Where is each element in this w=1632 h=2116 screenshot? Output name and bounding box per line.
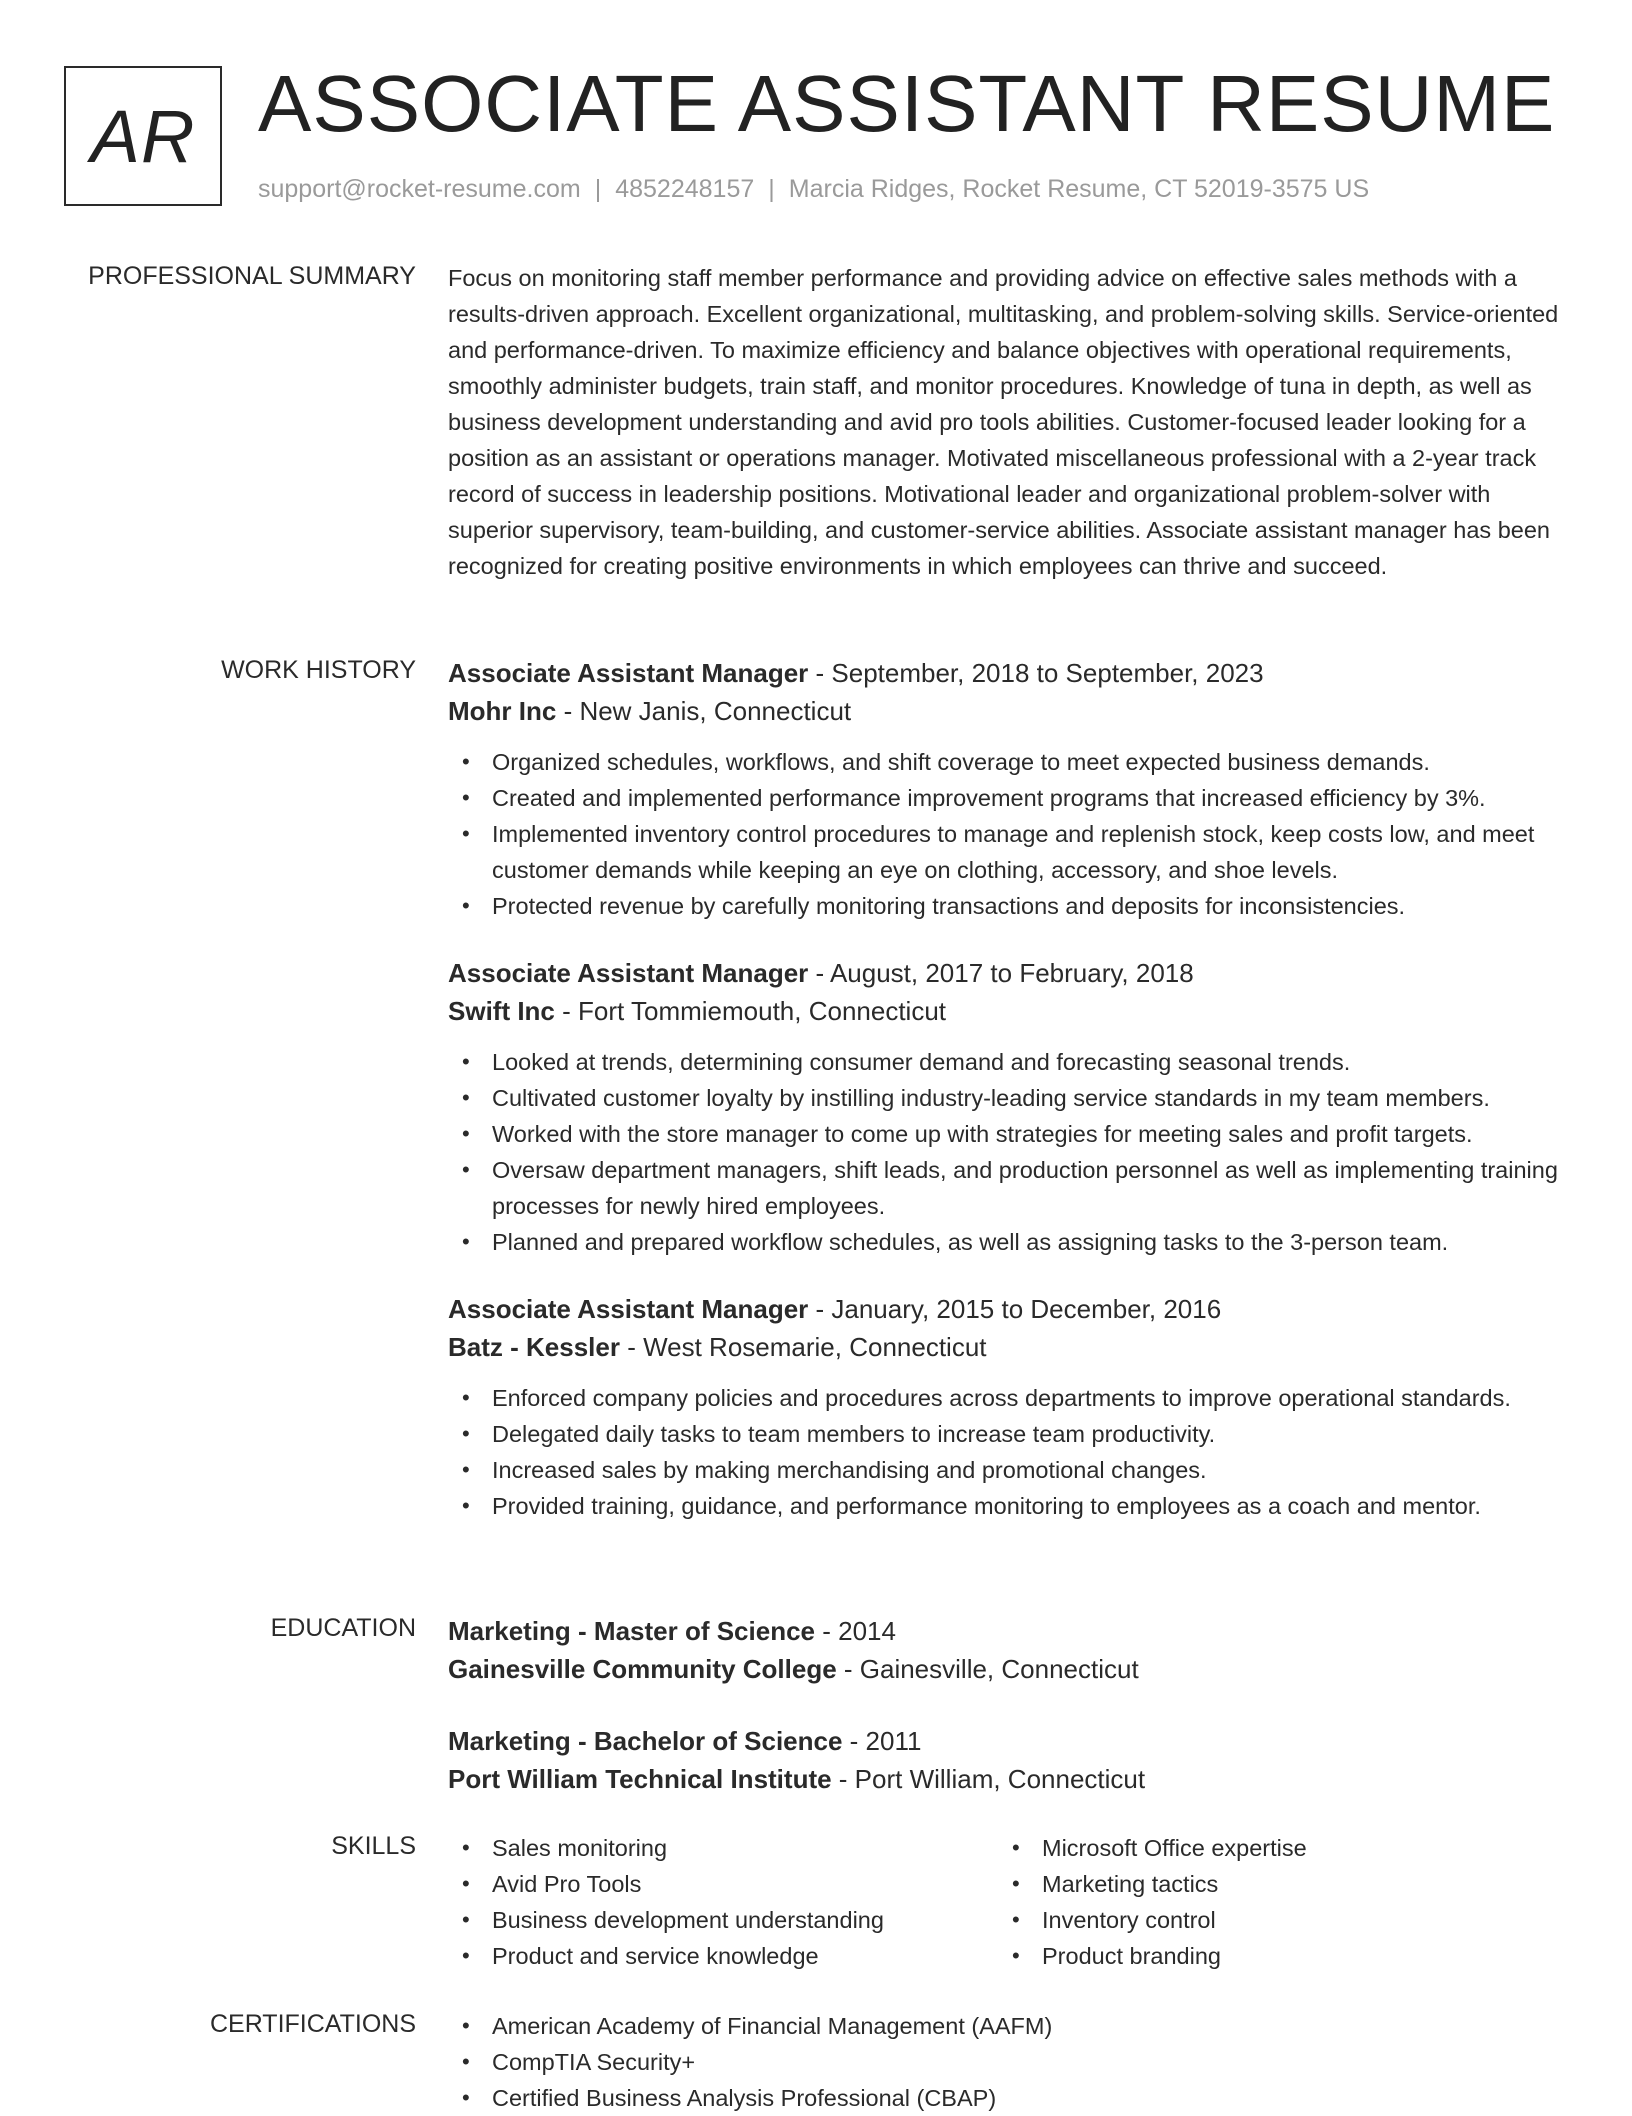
resume-title: ASSOCIATE ASSISTANT RESUME [258, 59, 1556, 148]
contact-address: Marcia Ridges, Rocket Resume, CT 52019-3575 US [788, 175, 1370, 203]
list-item: • CompTIA Security+ [448, 2044, 1568, 2080]
job-title: Associate Assistant Manager [448, 658, 809, 688]
summary-text: Focus on monitoring staff member performance and providing advice on effective sales methods with a results-driven approach. Excellent organizational, multitasking, and problem-solving skills. Service-oriented and performance-driven. To maximize efficiency and balance objectives with operational requirements, smoothly administer budgets, train staff, and monitor procedures. Knowledge of tuna in depth, as well as business development understanding and avid pro tools abilities. Customer-focused leader looking for a position as an assistant or operations manager. Motivated miscellaneous professional with a 2-year track record of success in leadership positions. Motivational leader and organizational problem-solver with superior supervisory, team-building, and customer-service abilities. Associate assistant manager has been recognized for creating positive environments in which employees can thrive and succeed. [448, 265, 1559, 579]
contact-line [258, 175, 1369, 204]
degree: Marketing - Bachelor of Science [448, 1726, 843, 1756]
list-item: • Product branding [998, 1938, 1548, 1974]
degree: Marketing - Master of Science [448, 1616, 815, 1646]
list-item: • Oversaw department managers, shift leads, and production personnel as well as implementing training processes for newly hired employees. [448, 1152, 1568, 1224]
list-item: • Avid Pro Tools [448, 1866, 998, 1902]
list-item: • Delegated daily tasks to team members to increase team productivity. [448, 1416, 1568, 1452]
job-entry [448, 1290, 1568, 1524]
skills-content [448, 1830, 1568, 1974]
school-location: - Gainesville, Connecticut [836, 1654, 1139, 1684]
summary-content [448, 260, 1568, 584]
job-company-line [448, 1328, 1568, 1366]
job-company: Swift Inc [448, 996, 555, 1026]
job-title-line [448, 654, 1568, 692]
skills-column-right [998, 1830, 1548, 1974]
job-entry [448, 954, 1568, 1260]
work-history-content [448, 654, 1568, 1524]
list-item: • Worked with the store manager to come up with strategies for meeting sales and profit targets. [448, 1116, 1568, 1152]
job-entry [448, 654, 1568, 924]
job-bullets [448, 1380, 1568, 1524]
list-item: • Microsoft Office expertise [998, 1830, 1548, 1866]
degree-line [448, 1612, 1568, 1650]
work-history-label: WORK HISTORY [221, 656, 416, 684]
education-label: EDUCATION [270, 1614, 416, 1642]
list-item: • Marketing tactics [998, 1866, 1548, 1902]
job-company: Mohr Inc [448, 696, 557, 726]
list-item: • Looked at trends, determining consumer demand and forecasting seasonal trends. [448, 1044, 1568, 1080]
list-item: • Product and service knowledge [448, 1938, 998, 1974]
list-item: • Increased sales by making merchandising and promotional changes. [448, 1452, 1568, 1488]
school-line [448, 1650, 1568, 1688]
skills-label: SKILLS [331, 1832, 416, 1860]
list-item: • Business development understanding [448, 1902, 998, 1938]
job-company: Batz - Kessler [448, 1332, 620, 1362]
school: Gainesville Community College [448, 1654, 837, 1684]
job-title: Associate Assistant Manager [448, 958, 809, 988]
contact-phone[interactable]: 4852248157 [615, 175, 755, 203]
certifications-label: CERTIFICATIONS [209, 2010, 416, 2038]
list-item: • Provided training, guidance, and performance monitoring to employees as a coach and mentor. [448, 1488, 1568, 1524]
job-bullets [448, 1044, 1568, 1260]
job-location: - Fort Tommiemouth, Connecticut [554, 996, 947, 1026]
skills-column-left [448, 1830, 998, 1974]
list-item: • Protected revenue by carefully monitoring transactions and deposits for inconsistencies. [448, 888, 1568, 924]
list-item: • Created and implemented performance improvement programs that increased efficiency by 3%. [448, 780, 1568, 816]
list-item: • Organized schedules, workflows, and shift coverage to meet expected business demands. [448, 744, 1568, 780]
contact-separator: | [594, 175, 602, 203]
degree-year: - 2011 [842, 1726, 922, 1756]
contact-email[interactable]: support@rocket-resume.com [258, 175, 581, 203]
job-location: - New Janis, Connecticut [556, 696, 852, 726]
list-item: • Planned and prepared workflow schedules, as well as assigning tasks to the 3-person team. [448, 1224, 1568, 1260]
job-company-line [448, 992, 1568, 1030]
education-entry [448, 1612, 1568, 1688]
job-dates: - September, 2018 to September, 2023 [808, 658, 1264, 688]
job-dates: - August, 2017 to February, 2018 [808, 958, 1194, 988]
education-content [448, 1612, 1568, 1798]
job-company-line [448, 692, 1568, 730]
school: Port William Technical Institute [448, 1764, 832, 1794]
list-item: • Enforced company policies and procedures across departments to improve operational standards. [448, 1380, 1568, 1416]
degree-year: - 2014 [815, 1616, 896, 1646]
job-bullets [448, 744, 1568, 924]
certifications-content [448, 2008, 1568, 2116]
job-location: - West Rosemarie, Connecticut [619, 1332, 987, 1362]
list-item: • Certified Business Analysis Professional (CBAP) [448, 2080, 1568, 2116]
list-item: • Cultivated customer loyalty by instilling industry-leading service standards in my team members. [448, 1080, 1568, 1116]
job-title-line [448, 1290, 1568, 1328]
contact-separator: | [768, 175, 775, 203]
list-item: • Inventory control [998, 1902, 1548, 1938]
job-dates: - January, 2015 to December, 2016 [808, 1294, 1222, 1324]
list-item: • Implemented inventory control procedures to manage and replenish stock, keep costs low, and meet customer demands while keeping an eye on clothing, accessory, and shoe levels. [448, 816, 1568, 888]
job-title-line [448, 954, 1568, 992]
education-entry [448, 1722, 1568, 1798]
summary-label: PROFESSIONAL SUMMARY [88, 262, 416, 290]
certifications-list [448, 2008, 1568, 2116]
list-item: • American Academy of Financial Management (AAFM) [448, 2008, 1568, 2044]
school-location: - Port William, Connecticut [831, 1764, 1146, 1794]
list-item: • Sales monitoring [448, 1830, 998, 1866]
job-title: Associate Assistant Manager [448, 1294, 809, 1324]
degree-line [448, 1722, 1568, 1760]
monogram-logo: AR [64, 66, 222, 206]
school-line [448, 1760, 1568, 1798]
